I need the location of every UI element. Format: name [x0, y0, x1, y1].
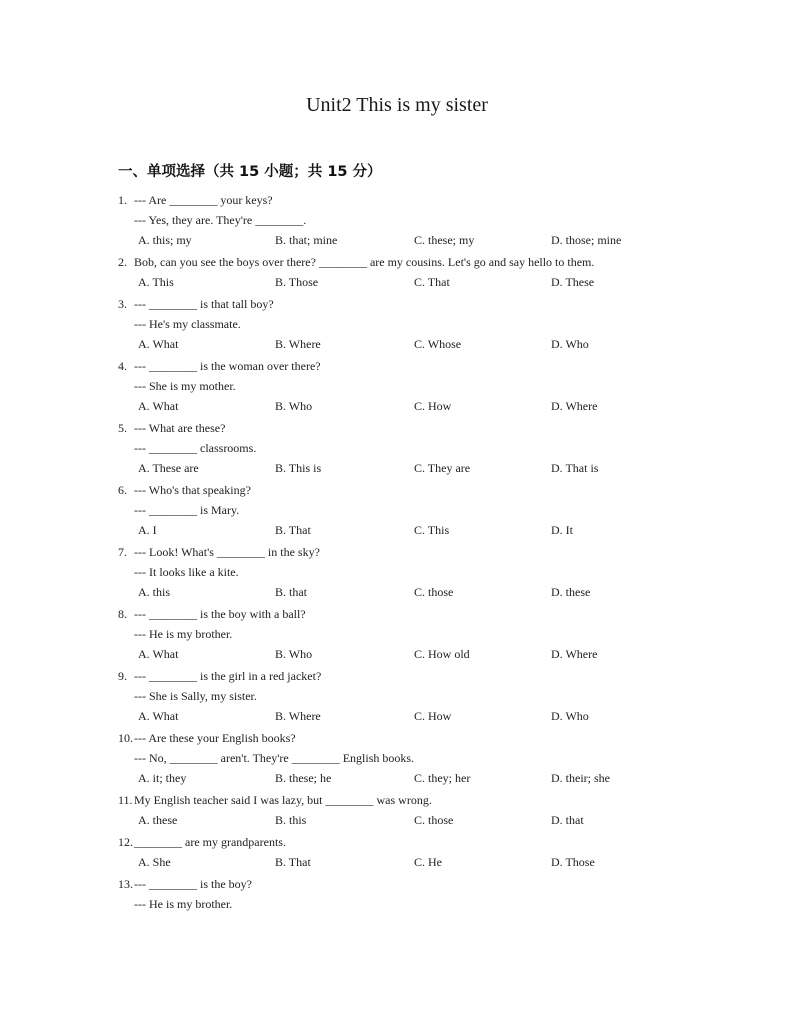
question-text: My English teacher said I was lazy, but ________ was wrong. [134, 793, 432, 807]
answer-option-b: B. That [275, 855, 311, 869]
question-stem [118, 418, 678, 438]
question-item [118, 666, 678, 728]
question-number: 12. [118, 835, 133, 849]
answer-option-b: B. Where [275, 709, 321, 723]
answer-options [118, 582, 678, 602]
answer-options [118, 272, 678, 292]
question-item [118, 604, 678, 666]
question-text: ________ are my grandparents. [134, 835, 286, 849]
question-text: --- Are ________ your keys? [134, 193, 273, 207]
answer-options [118, 520, 678, 540]
question-line [118, 624, 678, 644]
question-stem [118, 190, 678, 210]
question-line [118, 210, 678, 230]
question-line [118, 894, 678, 914]
answer-options [118, 852, 678, 872]
answer-option-a: A. these [138, 813, 178, 827]
question-text: --- ________ is the girl in a red jacket? [134, 669, 322, 683]
question-text: Bob, can you see the boys over there? ________ are my cousins. Let's go and say hello to them. [134, 255, 595, 269]
question-number: 1. [118, 193, 127, 207]
answer-options [118, 334, 678, 354]
answer-option-c: C. How [414, 709, 452, 723]
question-stem [118, 294, 678, 314]
question-item [118, 790, 678, 832]
answer-option-a: A. This [138, 275, 174, 289]
answer-option-d: D. Where [551, 647, 598, 661]
answer-option-d: D. That is [551, 461, 599, 475]
answer-option-c: C. Whose [414, 337, 462, 351]
question-stem [118, 874, 678, 894]
answer-option-d: D. Where [551, 399, 598, 413]
question-item [118, 190, 678, 252]
question-number: 2. [118, 255, 127, 269]
question-line [118, 686, 678, 706]
question-line [118, 438, 678, 458]
question-text: --- ________ classrooms. [134, 441, 257, 455]
question-stem [118, 832, 678, 852]
question-text: --- She is Sally, my sister. [134, 689, 257, 703]
question-stem [118, 480, 678, 500]
answer-option-b: B. this [275, 813, 307, 827]
answer-options [118, 810, 678, 830]
answer-option-c: C. How [414, 399, 452, 413]
answer-option-d: D. these [551, 585, 591, 599]
question-number: 11. [118, 793, 133, 807]
question-text: --- Look! What's ________ in the sky? [134, 545, 320, 559]
answer-options [118, 230, 678, 250]
answer-option-c: C. these; my [414, 233, 475, 247]
answer-option-a: A. What [138, 337, 179, 351]
answer-option-b: B. Who [275, 647, 313, 661]
question-text: --- ________ is that tall boy? [134, 297, 274, 311]
answer-option-d: D. those; mine [551, 233, 622, 247]
answer-option-d: D. their; she [551, 771, 610, 785]
question-text: --- Are these your English books? [134, 731, 296, 745]
answer-option-c: C. This [414, 523, 450, 537]
question-item [118, 356, 678, 418]
question-text: --- He is my brother. [134, 897, 233, 911]
question-text: --- ________ is the woman over there? [134, 359, 321, 373]
answer-option-b: B. This is [275, 461, 322, 475]
question-line [118, 562, 678, 582]
answer-option-c: C. They are [414, 461, 471, 475]
question-text: --- Who's that speaking? [134, 483, 251, 497]
answer-option-d: D. Those [551, 855, 595, 869]
question-line [118, 748, 678, 768]
question-stem [118, 252, 678, 272]
question-number: 9. [118, 669, 127, 683]
answer-option-a: A. I [138, 523, 157, 537]
answer-option-a: A. What [138, 399, 179, 413]
question-item [118, 728, 678, 790]
question-text: --- What are these? [134, 421, 226, 435]
question-line [118, 376, 678, 396]
answer-option-c: C. they; her [414, 771, 471, 785]
answer-option-b: B. these; he [275, 771, 332, 785]
answer-option-c: C. How old [414, 647, 470, 661]
question-number: 5. [118, 421, 127, 435]
answer-option-b: B. Where [275, 337, 321, 351]
question-stem [118, 728, 678, 748]
question-item [118, 418, 678, 480]
answer-options [118, 644, 678, 664]
answer-option-d: D. It [551, 523, 573, 537]
question-text: --- He's my classmate. [134, 317, 241, 331]
answer-option-a: A. These are [138, 461, 199, 475]
question-stem [118, 790, 678, 810]
answer-option-c: C. those [414, 585, 454, 599]
answer-option-a: A. it; they [138, 771, 187, 785]
answer-option-a: A. this [138, 585, 171, 599]
answer-options [118, 396, 678, 416]
question-number: 8. [118, 607, 127, 621]
question-item [118, 294, 678, 356]
question-item [118, 252, 678, 294]
answer-option-a: A. She [138, 855, 171, 869]
question-text: --- ________ is the boy with a ball? [134, 607, 306, 621]
question-item [118, 832, 678, 874]
answer-option-c: C. He [414, 855, 442, 869]
answer-option-b: B. that [275, 585, 307, 599]
answer-option-a: A. this; my [138, 233, 192, 247]
answer-option-a: A. What [138, 647, 179, 661]
question-item [118, 874, 678, 916]
question-text: --- Yes, they are. They're ________. [134, 213, 307, 227]
question-text: --- No, ________ aren't. They're ________ English books. [134, 751, 415, 765]
question-text: --- ________ is the boy? [134, 877, 252, 891]
answer-option-c: C. those [414, 813, 454, 827]
question-stem [118, 356, 678, 376]
question-number: 10. [118, 731, 133, 745]
question-text: --- He is my brother. [134, 627, 233, 641]
question-number: 3. [118, 297, 127, 311]
answer-option-b: B. Who [275, 399, 313, 413]
question-number: 6. [118, 483, 127, 497]
answer-option-b: B. that; mine [275, 233, 338, 247]
answer-option-c: C. That [414, 275, 450, 289]
answer-option-d: D. that [551, 813, 584, 827]
question-item [118, 480, 678, 542]
question-number: 13. [118, 877, 133, 891]
question-line [118, 500, 678, 520]
question-stem [118, 604, 678, 624]
answer-options [118, 458, 678, 478]
question-number: 7. [118, 545, 127, 559]
answer-option-d: D. Who [551, 337, 589, 351]
question-text: --- It looks like a kite. [134, 565, 239, 579]
answer-option-d: D. These [551, 275, 595, 289]
question-stem [118, 542, 678, 562]
answer-option-d: D. Who [551, 709, 589, 723]
question-stem [118, 666, 678, 686]
question-line [118, 314, 678, 334]
answer-option-b: B. That [275, 523, 311, 537]
question-item [118, 542, 678, 604]
question-text: --- ________ is Mary. [134, 503, 240, 517]
answer-option-b: B. Those [275, 275, 319, 289]
document-title: Unit2 This is my sister [306, 94, 488, 116]
section-heading: 一、单项选择（共 15 小题；共 15 分） [118, 164, 382, 180]
question-number: 4. [118, 359, 127, 373]
answer-option-a: A. What [138, 709, 179, 723]
answer-options [118, 768, 678, 788]
answer-options [118, 706, 678, 726]
question-list [118, 190, 678, 916]
question-text: --- She is my mother. [134, 379, 236, 393]
